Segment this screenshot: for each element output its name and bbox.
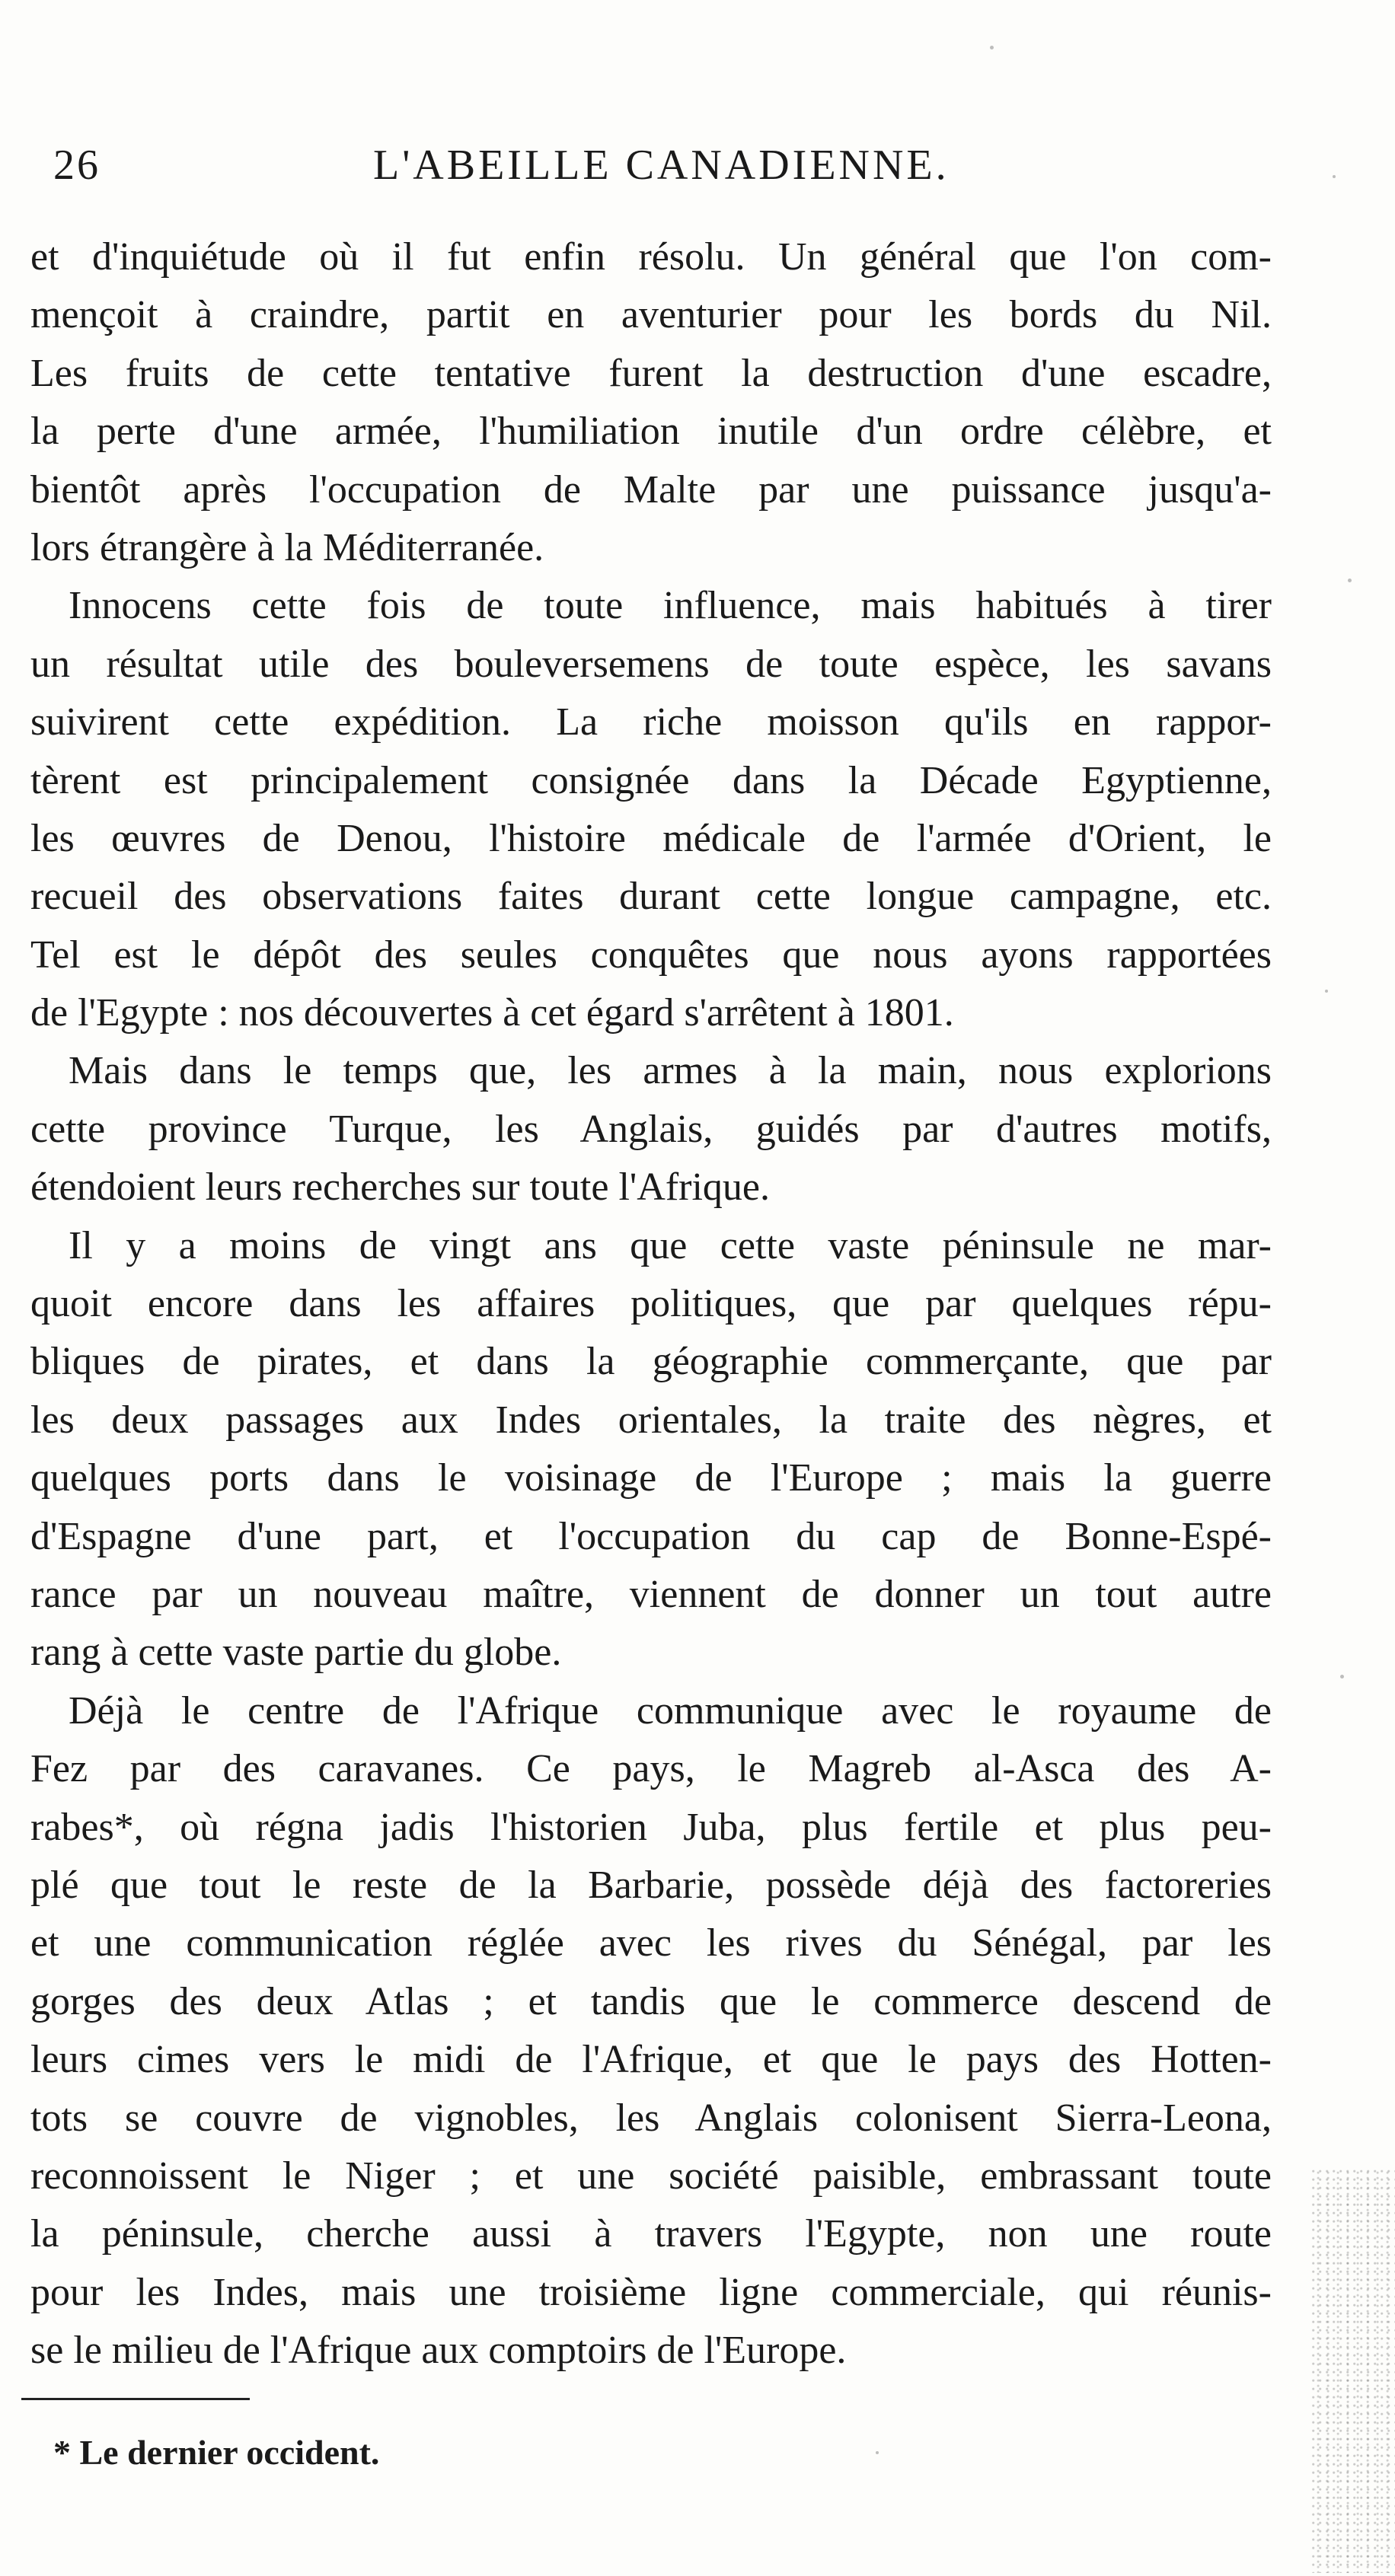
footnote-rule: [21, 2398, 250, 2400]
text-line: bientôt après l'occupation de Malte par une puissance jusqu'a-: [30, 467, 1272, 512]
text-line: la perte d'une armée, l'humiliation inutile d'un ordre célèbre, et: [30, 410, 1272, 454]
scan-speck: [1325, 990, 1328, 993]
text-line: Fez par des caravanes. Ce pays, le Magreb al-Asca des A-: [30, 1747, 1272, 1791]
text-line: suivirent cette expédition. La riche moisson qu'ils en rappor-: [30, 700, 1272, 744]
scan-edge-noise: [1311, 2170, 1395, 2573]
text-line: quoit encore dans les affaires politiques, que par quelques répu-: [30, 1282, 1272, 1326]
text-line: la péninsule, cherche aussi à travers l'Egypte, non une route: [30, 2212, 1272, 2256]
text-line: tèrent est principalement consignée dans la Décade Egyptienne,: [30, 758, 1272, 802]
text-line: Les fruits de cette tentative furent la destruction d'une escadre,: [30, 351, 1272, 395]
text-line: rang à cette vaste partie du globe.: [30, 1631, 562, 1675]
text-line: bliques de pirates, et dans la géographie commerçante, que par: [30, 1340, 1272, 1384]
scan-speck: [1340, 1675, 1344, 1679]
paragraph-start-line: Mais dans le temps que, les armes à la main, nous explorions: [69, 1049, 1272, 1093]
text-line: reconnoissent le Niger ; et une société paisible, embrassant toute: [30, 2154, 1272, 2198]
scan-speck: [1333, 175, 1336, 178]
text-line: un résultat utile des bouleversemens de toute espèce, les savans: [30, 642, 1272, 686]
text-line: tots se couvre de vignobles, les Anglais colonisent Sierra-Leona,: [30, 2096, 1272, 2140]
text-line: mençoit à craindre, partit en aventurier pour les bords du Nil.: [30, 293, 1272, 337]
footnote: * Le dernier occident.: [53, 2433, 380, 2472]
text-line: les œuvres de Denou, l'histoire médicale de l'armée d'Orient, le: [30, 816, 1272, 860]
scan-speck: [1348, 579, 1352, 582]
paragraph-start-line: Innocens cette fois de toute influence, mais habitués à tirer: [69, 584, 1272, 628]
text-line: de l'Egypte : nos découvertes à cet égard s'arrêtent à 1801.: [30, 991, 954, 1035]
text-line: étendoient leurs recherches sur toute l'Afrique.: [30, 1165, 770, 1210]
body-text: [30, 228, 1272, 2380]
text-line: rabes*, où régna jadis l'historien Juba, plus fertile et plus peu-: [30, 1805, 1272, 1849]
scan-speck: [990, 46, 994, 49]
paragraph-start-line: Déjà le centre de l'Afrique communique avec le royaume de: [69, 1688, 1272, 1733]
running-head: [53, 141, 1272, 202]
scan-speck: [876, 2451, 879, 2454]
text-line: Tel est le dépôt des seules conquêtes que nous ayons rapportées: [30, 933, 1272, 977]
text-line: plé que tout le reste de la Barbarie, possède déjà des factoreries: [30, 1863, 1272, 1907]
paragraph-start-line: Il y a moins de vingt ans que cette vaste péninsule ne mar-: [69, 1223, 1272, 1267]
text-line: cette province Turque, les Anglais, guidés par d'autres motifs,: [30, 1107, 1272, 1151]
text-line: se le milieu de l'Afrique aux comptoirs de l'Europe.: [30, 2329, 847, 2373]
text-line: gorges des deux Atlas ; et tandis que le commerce descend de: [30, 1979, 1272, 2023]
running-title: L'ABEILLE CANADIENNE.: [373, 142, 950, 189]
text-line: quelques ports dans le voisinage de l'Europe ; mais la guerre: [30, 1456, 1272, 1500]
text-line: recueil des observations faites durant cette longue campagne, etc.: [30, 875, 1272, 919]
text-line: d'Espagne d'une part, et l'occupation du cap de Bonne-Espé-: [30, 1514, 1272, 1558]
text-line: leurs cimes vers le midi de l'Afrique, et que le pays des Hotten-: [30, 2038, 1272, 2082]
text-line: rance par un nouveau maître, viennent de donner un tout autre: [30, 1572, 1272, 1616]
page-number: 26: [53, 142, 101, 189]
text-line: et une communication réglée avec les rives du Sénégal, par les: [30, 1921, 1272, 1965]
text-line: pour les Indes, mais une troisième ligne commerciale, qui réunis-: [30, 2270, 1272, 2314]
text-line: les deux passages aux Indes orientales, la traite des nègres, et: [30, 1398, 1272, 1442]
text-line: et d'inquiétude où il fut enfin résolu. Un général que l'on com-: [30, 235, 1272, 279]
text-line: lors étrangère à la Méditerranée.: [30, 525, 544, 569]
